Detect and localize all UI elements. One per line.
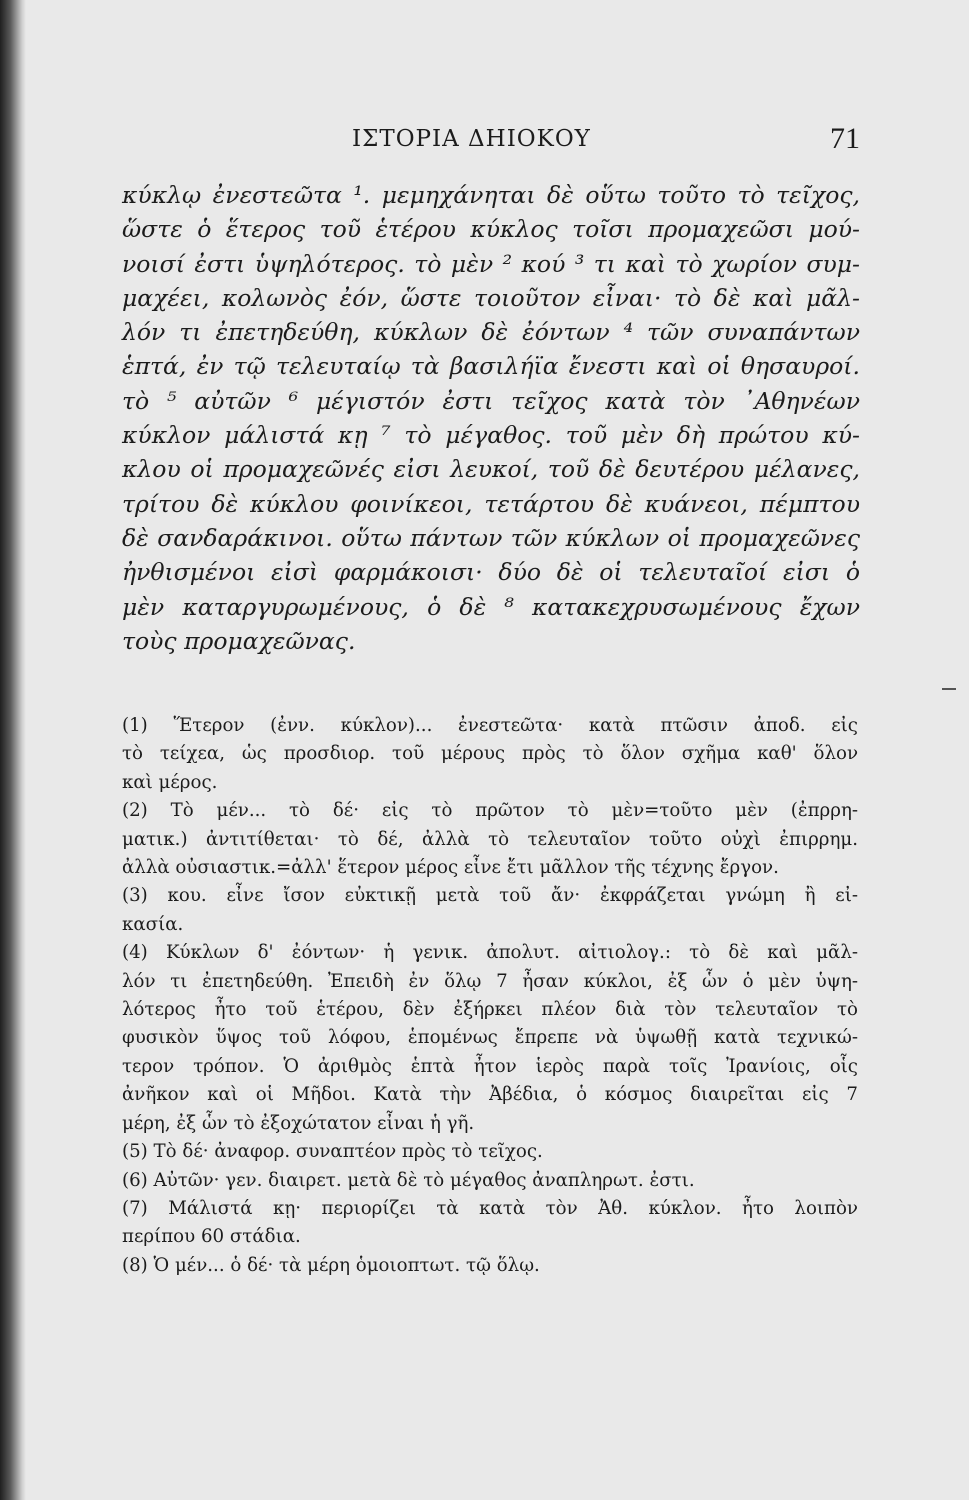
footnote-line: (3) κου. εἶνε ἴσον εὐκτικῇ μετὰ τοῦ ἄν· ἐκφράζεται γνώμη ἢ εἰ-: [122, 885, 858, 907]
margin-mark: [942, 688, 956, 690]
running-title: ΙΣΤΟΡΙΑ ΔΗΙΟΚΟΥ: [352, 126, 591, 152]
text-line: ἑπτά, ἐν τῷ τελευταίῳ τὰ βασιλήϊα ἔνεστι καὶ οἱ θησαυροί.: [122, 352, 860, 381]
footnote-line: κασία.: [122, 913, 184, 935]
footnote-line: περίπου 60 στάδια.: [122, 1226, 301, 1248]
footnotes: [122, 712, 858, 1280]
page-number: 71: [830, 122, 860, 155]
text-line: ἠνθισμένοι εἰσὶ φαρμάκοισι· δύο δὲ οἱ τελευταῖοί εἰσι ὁ: [122, 558, 860, 587]
footnote-line: λόν τι ἐπετηδεύθη. Ἐπειδὴ ἐν ὅλῳ 7 ἦσαν κύκλοι, ἐξ ὧν ὁ μὲν ὑψη-: [122, 970, 858, 992]
footnote-line: τὸ τείχεα, ὡς προσδιορ. τοῦ μέρους πρὸς τὸ ὅλον σχῆμα καθ' ὅλον: [122, 743, 858, 765]
footnote-line: ματικ.) ἀντιτίθεται· τὸ δέ, ἀλλὰ τὸ τελευταῖον τοῦτο οὐχὶ ἐπιρρημ.: [122, 828, 858, 850]
text-line: νοισί ἐστι ὑψηλότερος. τὸ μὲν ² κού ³ τι καὶ τὸ χωρίον συμ-: [122, 249, 860, 278]
text-line: τρίτου δὲ κύκλου φοινίκεοι, τετάρτου δὲ κυάνεοι, πέμπτου: [122, 489, 860, 518]
text-line: κλου οἱ προμαχεῶνές εἰσι λευκοί, τοῦ δὲ δευτέρου μέλανες,: [122, 455, 860, 484]
text-line: λόν τι ἐπετηδεύθη, κύκλων δὲ ἐόντων ⁴ τῶν συναπάντων: [122, 318, 860, 347]
footnote-line: (2) Τὸ μέν... τὸ δέ· εἰς τὸ πρῶτον τὸ μὲν=τοῦτο μὲν (ἐπρρη-: [122, 800, 858, 822]
footnote-line: (8) Ὁ μέν... ὁ δέ· τὰ μέρη ὁμοιοπτωτ. τῷ ὅλῳ.: [122, 1254, 540, 1276]
footnote-line: φυσικὸν ὕψος τοῦ λόφου, ἑπομένως ἔπρεπε νὰ ὑψωθῇ κατὰ τεχνικώ-: [122, 1027, 858, 1049]
footnote-line: τερον τρόπον. Ὁ ἀριθμὸς ἑπτὰ ἦτον ἱερὸς παρὰ τοῖς Ἰρανίοις, οἷς: [122, 1055, 858, 1077]
text-line: ὥστε ὁ ἕτερος τοῦ ἑτέρου κύκλος τοῖσι προμαχεῶσι μού-: [122, 215, 860, 244]
page-header: [120, 122, 860, 162]
footnote-line: (4) Κύκλων δ' ἐόντων· ἡ γενικ. ἀπολυτ. αἰτιολογ.: τὸ δὲ καὶ μᾶλ-: [122, 942, 858, 964]
text-line: κύκλον μάλιστά κῃ ⁷ τὸ μέγαθος. τοῦ μὲν δὴ πρώτου κύ-: [122, 421, 860, 450]
text-line: μὲν καταργυρωμένους, ὁ δὲ ⁸ κατακεχρυσωμένους ἔχων: [122, 592, 860, 621]
text-line: μαχέει, κολωνὸς ἐόν, ὥστε τοιοῦτον εἶναι· τὸ δὲ καὶ μᾶλ-: [122, 283, 860, 312]
footnote-line: ἀνῆκον καὶ οἱ Μῆδοι. Κατὰ τὴν Ἀβέδια, ὁ κόσμος διαιρεῖται εἰς 7: [122, 1084, 858, 1106]
main-text: [122, 178, 860, 658]
footnote-line: (1) Ἕτερον (ἐνν. κύκλον)... ἐνεστεῶτα· κατὰ πτῶσιν ἀποδ. εἰς: [122, 715, 858, 736]
page-edge-shadow: [0, 0, 26, 1500]
footnote-line: λότερος ἦτο τοῦ ἑτέρου, δὲν ἐξήρκει πλέον διὰ τὸν τελευταῖον τὸ: [122, 999, 858, 1021]
footnote-line: μέρη, ἐξ ὧν τὸ ἐξοχώτατον εἶναι ἡ γῆ.: [122, 1112, 475, 1134]
footnote-line: (5) Τὸ δέ· ἀναφορ. συναπτέον πρὸς τὸ τεῖχος.: [122, 1141, 543, 1163]
footnote-line: καὶ μέρος.: [122, 771, 218, 793]
footnote-line: (7) Μάλιστά κῃ· περιορίζει τὰ κατὰ τὸν Ἀθ. κύκλον. ἦτο λοιπὸν: [122, 1197, 858, 1219]
text-line: τοὺς προμαχεῶνας.: [122, 626, 356, 655]
text-line: κύκλῳ ἐνεστεῶτα ¹. μεμηχάνηται δὲ οὕτω τοῦτο τὸ τεῖχος,: [122, 181, 860, 209]
text-line: δὲ σανδαράκινοι. οὕτω πάντων τῶν κύκλων οἱ προμαχεῶνες: [122, 523, 860, 552]
footnote-line: (6) Αὐτῶν· γεν. διαιρετ. μετὰ δὲ τὸ μέγαθος ἀναπληρωτ. ἐστι.: [122, 1169, 695, 1191]
footnote-line: ἀλλὰ οὐσιαστικ.=ἀλλ' ἕτερον μέρος εἶνε ἔτι μᾶλλον τῆς τέχνης ἔργον.: [122, 857, 779, 879]
text-line: τὸ ⁵ αὐτῶν ⁶ μέγιστόν ἐστι τεῖχος κατὰ τὸν ᾿Αθηνέων: [122, 386, 860, 415]
